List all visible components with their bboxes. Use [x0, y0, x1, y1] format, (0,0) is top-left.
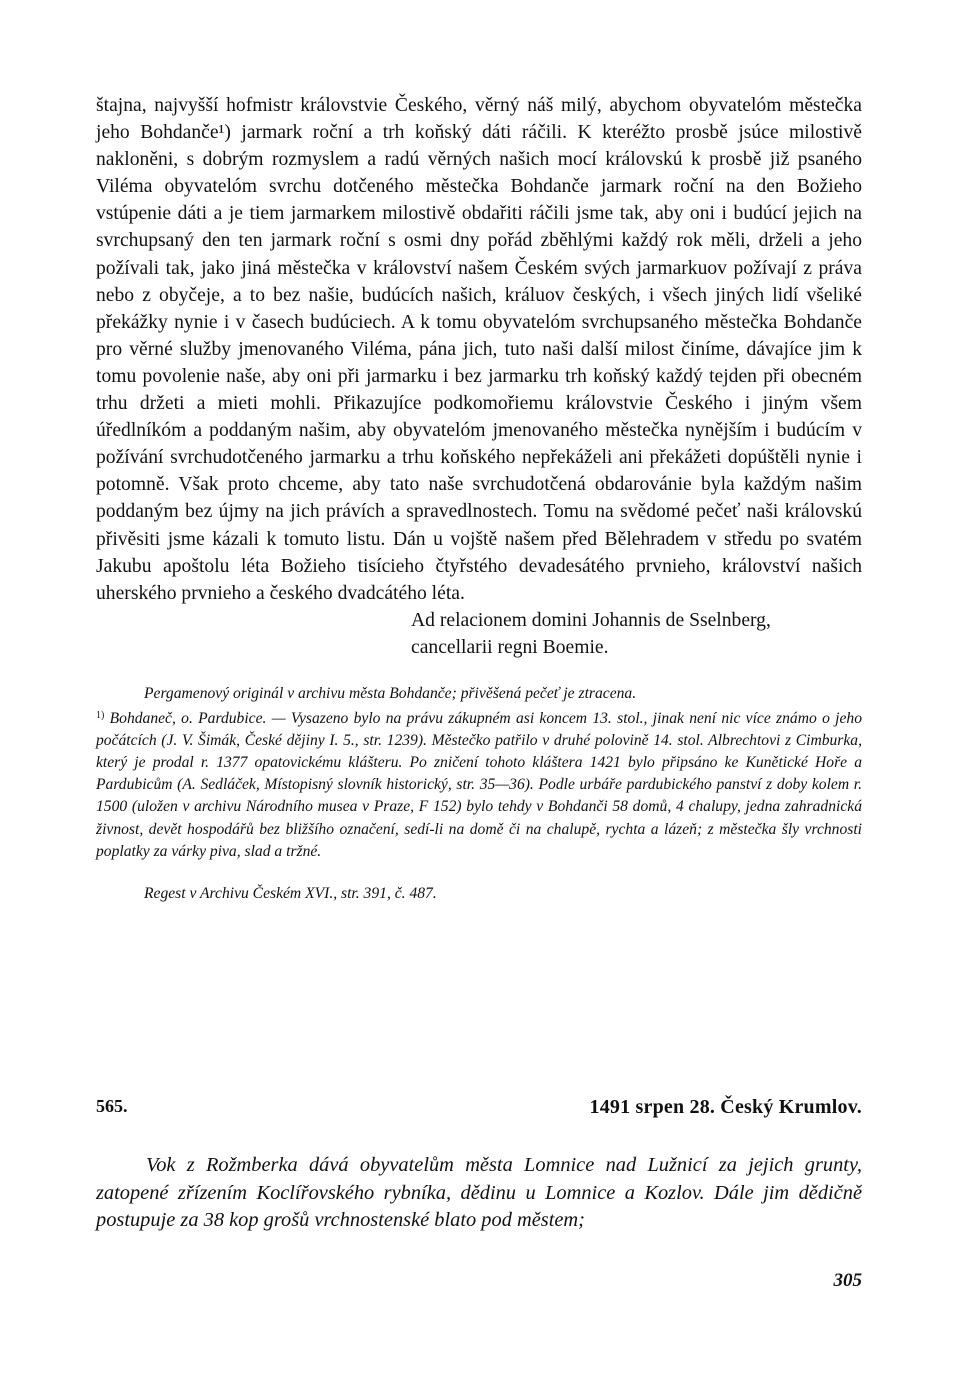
- regest-reference: Regest v Archivu Českém XVI., str. 391, č. 487.: [144, 884, 437, 902]
- entry-number: 565.: [96, 1096, 128, 1116]
- entry-abstract: Vok z Rožmberka dává obyvatelům města Lomnice nad Lužnicí za jejich grunty, zatopené zřízením Koclířovského rybníka, dědinu u Lomnice a Kozlov. Dále jim dědičně postupuje za 38 kop grošů vrchnostenské blato pod městem;: [96, 1154, 862, 1232]
- chancery-note: [411, 607, 862, 661]
- entry-date-place: 1491 srpen 28. Český Krumlov.: [589, 1096, 862, 1118]
- footnote-text: Bohdaneč, o. Pardubice. — Vysazeno bylo na právu zákupném asi koncem 13. stol., jinak není nic více známo o jeho počátcích (J. V. Šimák, České dějiny I. 5., str. 1239). Městečko patřilo v druhé polovině 14. stol. Albrechtovi z Cimburka, který je prodal r. 1377 opatovickému klášteru. Po zničení tohoto kláštera 1421 bylo připsáno ke Kunětické Hoře a Pardubicům (A. Sedláček, Místopisný slovník historický, str. 35—36). Podle urbáře pardubického panství z doby kolem r. 1500 (uložen v archivu Národního musea v Praze, F 152) bylo tehdy v Bohdanči 58 domů, 4 chalupy, jedna zahradnická živnost, devět hospodářů bez bližšího označení, sedí-li na domě či na chalupě, rychta a lázeň; z městečka šly vrchnosti poplatky za várky piva, slad a tržné.: [96, 710, 862, 860]
- document-page: [96, 92, 862, 1291]
- footnote: [96, 705, 862, 863]
- chancery-note-line-1: Ad relacionem domini Johannis de Sselnberg,: [411, 609, 771, 631]
- page-number: 305: [833, 1270, 862, 1291]
- chancery-note-line-2: cancellarii regni Boemie.: [411, 636, 609, 658]
- critical-apparatus: [96, 683, 862, 905]
- source-note: Pergamenový originál v archivu města Bohdanče; přivěšená pečeť je ztracena.: [144, 684, 637, 702]
- entry-heading: [96, 1096, 862, 1126]
- charter-text: štajna, najvyšší hofmistr královstvie Českého, věrný náš milý, abychom obyvatelóm městečka jeho Bohdanče¹) jarmark roční a trh koňský dáti ráčili. K kteréžto prosbě jsúce milostivě nakloněni, s dobrým rozmyslem a radú věrných našich mocí královskú k prosbě již psaného Viléma obyvatelóm svrchu dotčeného městečka Bohdanče jarmark roční na den Božieho vstúpenie dáti a je tiem jarmarkem milostivě obdařiti ráčili jsme tak, aby oni i budúcí jejich na svrchupsaný den ten jarmark roční s osmi dny pořád zběhlými každý rok měli, drželi a jeho požívali tak, jako jiná městečka v království našem Českém svých jarmarkuov požívají z práva nebo z obyčeje, a to bez našie, budúcích našich, králuov českých, i všech jiných lidí všeliké překážky nynie i v časech budúciech. A k tomu obyvatelóm svrchupsaného městečka Bohdanče pro věrné služby jmenovaného Viléma, pána jich, tuto naši další milost činíme, dávajíce jim k tomu povolenie naše, aby oni při jarmarku i bez jarmarku trh koňský každý tejden při obecném trhu držeti a mieti mohli. Přikazujíce podkomořiemu královstvie Českého i jiným všem úředlníkóm a poddaným našim, aby obyvatelóm jmenovaného městečka nynějším i budúcím v požívání svrchudotčeného jarmarku a trhu koňského nepřekáželi ani překážeti dopúštěli nynie i potomně. Však proto chceme, aby tato naše svrchudotčená obdarovánie byla každým našim poddaným bez újmy na jich právích a spravedlnostech. Tomu na svědomé pečeť naši královskú přivěsiti jsme kázali k tomuto listu. Dán u vojště našem před Bělehradem v středu po svatém Jakubu apoštolu léta Božieho tisícieho čtyřstého devadesátého prvnieho, království našich uherského prvnieho a českého dvadcátého léta.: [96, 95, 862, 604]
- footnote-marker: 1): [96, 710, 105, 722]
